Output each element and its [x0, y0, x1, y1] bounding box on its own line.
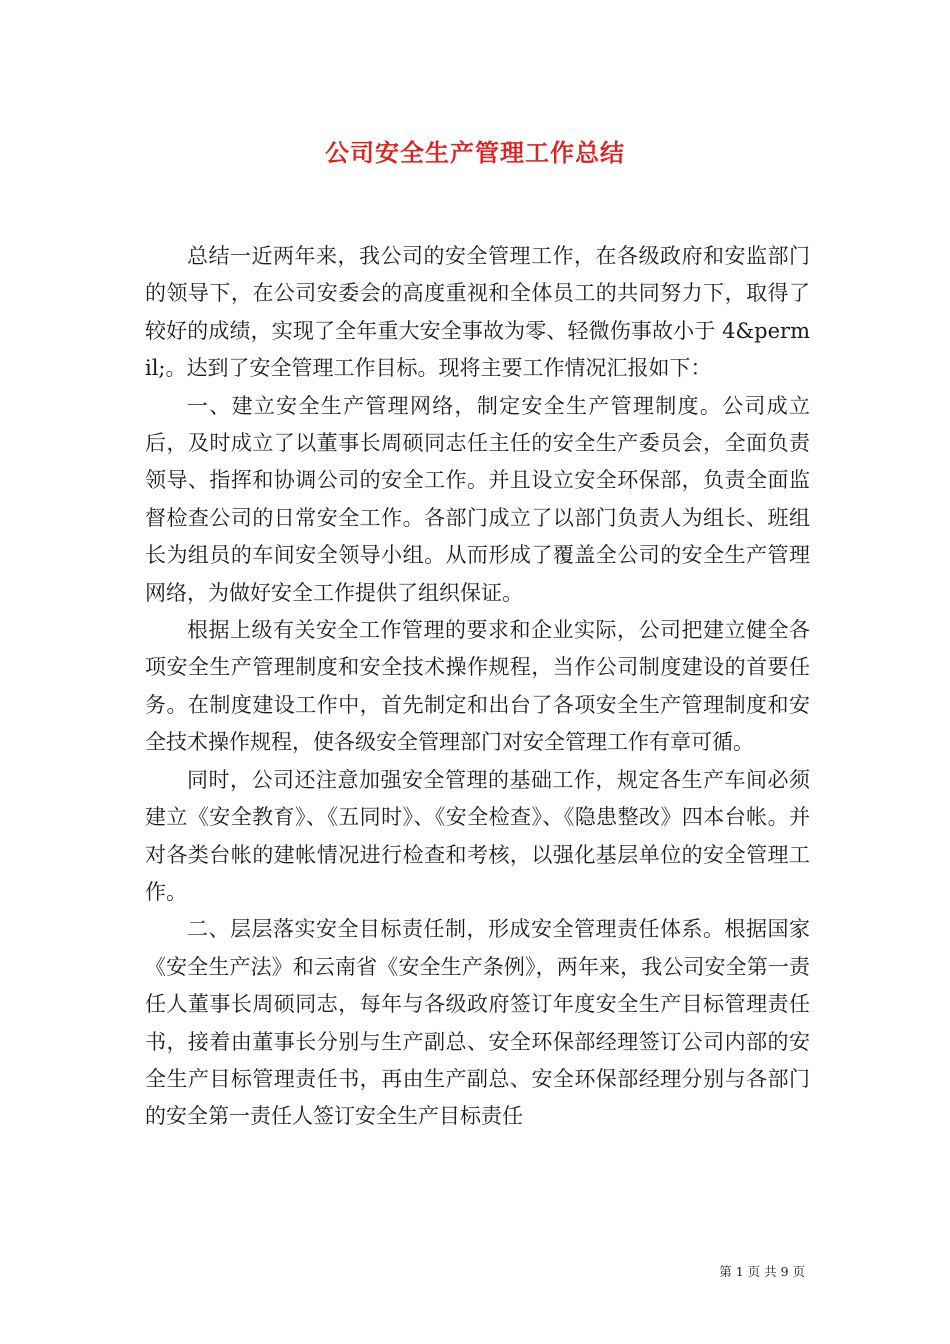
paragraph-section-2: 二、层层落实安全目标责任制，形成安全管理责任体系。根据国家《安全生产法》和云南省《安全生产条例》，两年来，我公司安全第一责任人董事长周硕同志，每年与各级政府签订年度安全生产目标管理责任书，接着由董事长分别与生产副总、安全环保部经理签订公司内部的安全生产目标管理责任书，再由生产副总、安全环保部经理分别与各部门的安全第一责任人签订安全生产目标责任 — [145, 917, 810, 1129]
page-number: 第 1 页 共 9 页 — [719, 1264, 805, 1279]
paragraph-ledgers: 同时，公司还注意加强安全管理的基础工作，规定各生产车间必须建立《安全教育》、《五同时》、《安全检查》、《隐患整改》四本台帐。并对各类台帐的建帐情况进行检查和考核，以强化基层单位的安全管理工作。 — [145, 767, 810, 904]
paragraph-regulations: 根据上级有关安全工作管理的要求和企业实际，公司把建立健全各项安全生产管理制度和安全技术操作规程，当作公司制度建设的首要任务。在制度建设工作中，首先制定和出台了各项安全生产管理制度和安全技术操作规程，使各级安全管理部门对安全管理工作有章可循。 — [145, 618, 810, 755]
document-body — [145, 238, 810, 1136]
paragraph-intro: 总结一近两年来，我公司的安全管理工作，在各级政府和安监部门的领导下，在公司安委会的高度重视和全体员工的共同努力下，取得了较好的成绩，实现了全年重大安全事故为零、轻微伤事故小于 4&permil;。达到了安全管理工作目标。现将主要工作情况汇报如下： — [145, 244, 810, 381]
document-title: 公司安全生产管理工作总结 — [325, 138, 625, 167]
paragraph-section-1: 一、建立安全生产管理网络，制定安全生产管理制度。公司成立后，及时成立了以董事长周硕同志任主任的安全生产委员会，全面负责领导、指挥和协调公司的安全工作。并且设立安全环保部，负责全面监督检查公司的日常安全工作。各部门成立了以部门负责人为组长、班组长为组员的车间安全领导小组。从而形成了覆盖全公司的安全生产管理网络，为做好安全工作提供了组织保证。 — [145, 393, 810, 605]
